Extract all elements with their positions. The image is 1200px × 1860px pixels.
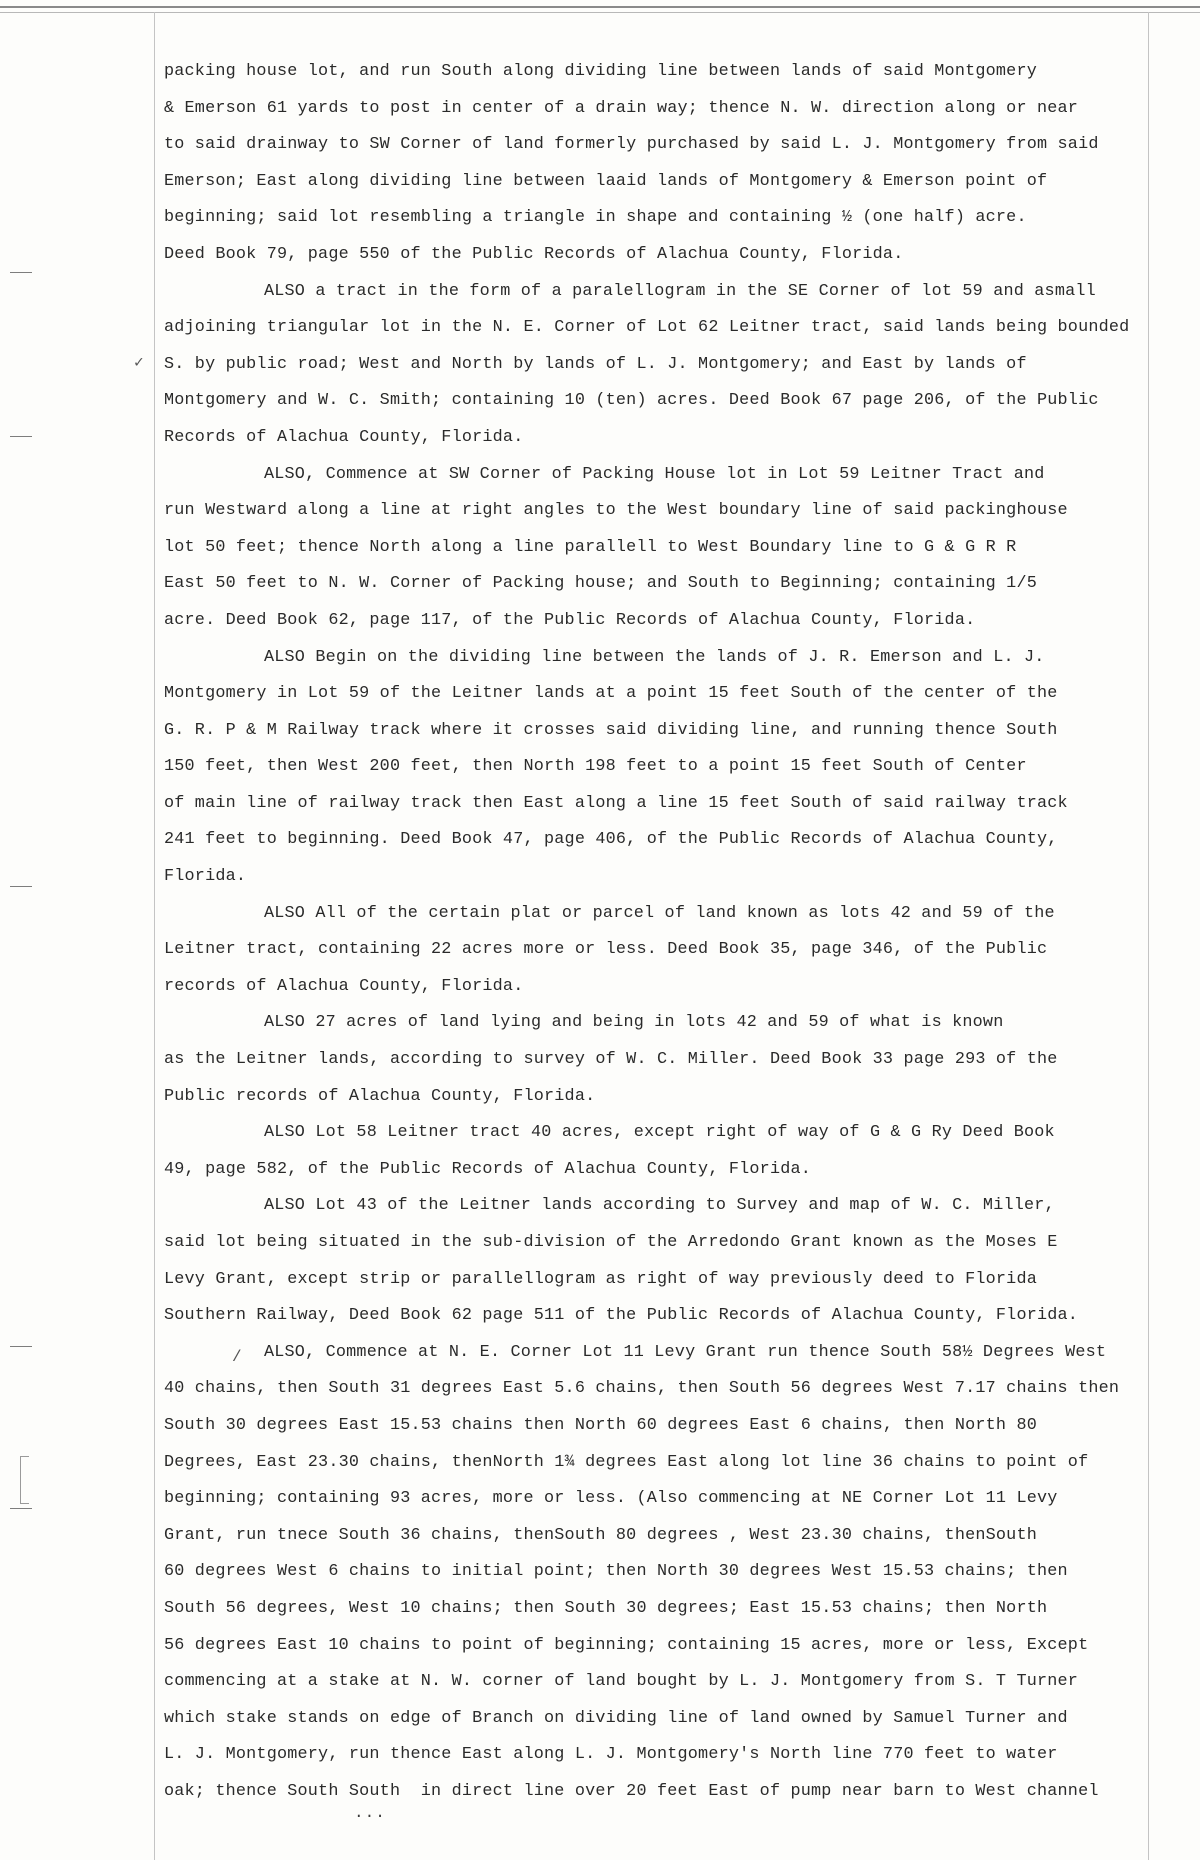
text-line: 40 chains, then South 31 degrees East 5.6 chains, then South 56 degrees West 7.17 chains then (164, 1379, 1120, 1399)
text-line: ALSO, Commence at SW Corner of Packing House lot in Lot 59 Leitner Tract and (264, 464, 1045, 484)
text-line: acre. Deed Book 62, page 117, of the Public Records of Alachua County, Florida. (164, 610, 976, 630)
text-line: Montgomery and W. C. Smith; containing 10 (ten) acres. Deed Book 67 page 206, of the Public (164, 391, 1099, 411)
binding-mark (10, 1346, 32, 1347)
text-line: Grant, run tnece South 36 chains, thenSouth 80 degrees , West 23.30 chains, thenSouth (164, 1525, 1037, 1545)
text-line: beginning; said lot resembling a triangle in shape and containing ½ (one half) acre. (164, 208, 1027, 228)
text-line: adjoining triangular lot in the N. E. Corner of Lot 62 Leitner tract, said lands being bounded (164, 318, 1130, 338)
pen-tick-mark: ✓ (134, 354, 144, 372)
binding-mark (10, 272, 32, 273)
text-line: of main line of railway track then East along a line 15 feet South of said railway track (164, 793, 1068, 813)
text-line: L. J. Montgomery, run thence East along L. J. Montgomery's North line 770 feet to water (164, 1745, 1058, 1765)
text-line: packing house lot, and run South along dividing line between lands of said Montgomery (164, 62, 1037, 81)
text-line: & Emerson 61 yards to post in center of a drain way; thence N. W. direction along or near (164, 98, 1079, 118)
text-line: G. R. P & M Railway track where it crosses said dividing line, and running thence South (164, 720, 1058, 740)
text-line: ALSO, Commence at N. E. Corner Lot 11 Levy Grant run thence South 58½ Degrees West (264, 1342, 1107, 1362)
text-line: lot 50 feet; thence North along a line parallell to West Boundary line to G & G R R (164, 537, 1017, 557)
text-line: beginning; containing 93 acres, more or less. (Also commencing at NE Corner Lot 11 Levy (164, 1489, 1058, 1509)
text-line: Montgomery in Lot 59 of the Leitner lands at a point 15 feet South of the center of the (164, 684, 1058, 704)
text-line: Deed Book 79, page 550 of the Public Records of Alachua County, Florida. (164, 244, 904, 264)
text-line: 150 feet, then West 200 feet, then North 198 feet to a point 15 feet South of Center (164, 757, 1027, 777)
text-line: ALSO Lot 43 of the Leitner lands according to Survey and map of W. C. Miller, (264, 1196, 1055, 1216)
text-line: ALSO 27 acres of land lying and being in lots 42 and 59 of what is known (264, 1013, 1004, 1033)
text-line: East 50 feet to N. W. Corner of Packing house; and South to Beginning; containing 1/5 (164, 574, 1037, 594)
text-line: which stake stands on edge of Branch on dividing line of land owned by Samuel Turner and (164, 1708, 1068, 1728)
text-line: Degrees, East 23.30 chains, thenNorth 1¾ degrees East along lot line 36 chains to point of (164, 1452, 1089, 1472)
top-border-rule (0, 6, 1200, 13)
text-line: oak; thence South South in direct line over 20 feet East of pump near barn to West channel (164, 1781, 1099, 1801)
text-line: S. by public road; West and North by lands of L. J. Montgomery; and East by lands of (164, 354, 1027, 374)
text-line: said lot being situated in the sub-division of the Arredondo Grant known as the Moses E (164, 1233, 1058, 1252)
left-margin-rule (154, 12, 155, 1860)
text-line: Leitner tract, containing 22 acres more or less. Deed Book 35, page 346, of the Public (164, 940, 1048, 960)
binding-mark (10, 1508, 32, 1509)
text-line: 241 feet to beginning. Deed Book 47, page 406, of the Public Records of Alachua County, (164, 830, 1058, 850)
binding-mark (10, 886, 32, 887)
text-line: ALSO Begin on the dividing line between the lands of J. R. Emerson and L. J. (264, 647, 1045, 667)
text-line: Levy Grant, except strip or parallellogram as right of way previously deed to Florida (164, 1269, 1037, 1289)
continuation-mark: ... (354, 1804, 386, 1822)
text-line: Public records of Alachua County, Florida. (164, 1086, 596, 1106)
text-line: Records of Alachua County, Florida. (164, 427, 524, 447)
text-line: 56 degrees East 10 chains to point of beginning; containing 15 acres, more or less, Except (164, 1635, 1089, 1655)
text-line: 60 degrees West 6 chains to initial point; then North 30 degrees West 15.53 chains; then (164, 1562, 1068, 1582)
text-line: Florida. (164, 867, 247, 887)
text-line: South 56 degrees, West 10 chains; then South 30 degrees; East 15.53 chains; then North (164, 1598, 1048, 1618)
text-line: run Westward along a line at right angles to the West boundary line of said packinghouse (164, 501, 1068, 521)
text-line: to said drainway to SW Corner of land formerly purchased by said L. J. Montgomery from said (164, 135, 1099, 155)
right-margin-rule (1148, 12, 1149, 1860)
text-line: ALSO All of the certain plat or parcel of land known as lots 42 and 59 of the (264, 903, 1055, 923)
text-line: ALSO a tract in the form of a paralellogram in the SE Corner of lot 59 and asmall (264, 281, 1096, 301)
text-line: Emerson; East along dividing line between laaid lands of Montgomery & Emerson point of (164, 171, 1048, 191)
text-line: as the Leitner lands, according to survey of W. C. Miller. Deed Book 33 page 293 of the (164, 1050, 1058, 1070)
text-line: ALSO Lot 58 Leitner tract 40 acres, except right of way of G & G Ry Deed Book (264, 1123, 1055, 1143)
text-line: records of Alachua County, Florida. (164, 976, 524, 996)
text-line: commencing at a stake at N. W. corner of land bought by L. J. Montgomery from S. T Turner (164, 1672, 1079, 1692)
text-line: South 30 degrees East 15.53 chains then North 60 degrees East 6 chains, then North 80 (164, 1415, 1037, 1435)
binding-mark (10, 436, 32, 437)
binding-bracket (20, 1456, 29, 1504)
text-line: 49, page 582, of the Public Records of Alachua County, Florida. (164, 1159, 812, 1179)
pen-tick-mark: / (232, 1348, 242, 1366)
deed-text-body (164, 54, 1144, 1811)
text-line: Southern Railway, Deed Book 62 page 511 of the Public Records of Alachua County, Florida. (164, 1306, 1079, 1326)
